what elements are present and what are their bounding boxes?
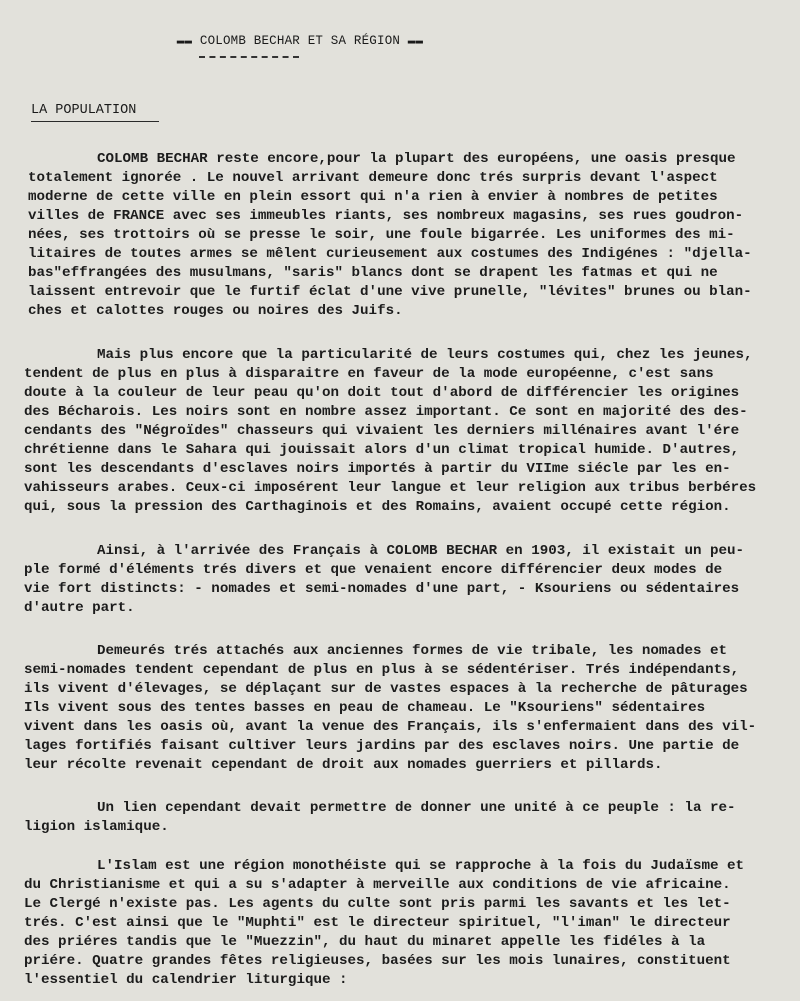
text-line: Ils vivent sous des tentes basses en peau de chameau. Le "Ksouriens" sédentaires [24, 700, 706, 716]
text-line: COLOMB BECHAR reste encore,pour la plupart des européens, une oasis presque [97, 151, 736, 167]
header-dash-left: ▬▬ [176, 34, 200, 48]
text-line: totalement ignorée . Le nouvel arrivant demeure donc trés surpris devant l'aspect [28, 170, 718, 186]
header-title [0, 34, 600, 48]
text-line: d'autre part. [24, 600, 135, 616]
text-line: vivent dans les oasis où, avant la venue des Français, ils s'enfermaient dans des vil- [24, 719, 757, 735]
text-line: vie fort distincts: - nomades et semi-nomades d'une part, - Ksouriens ou sédentaires [24, 581, 740, 597]
text-line: bas"effrangées des musulmans, "saris" blancs dont se drapent les fatmas et qui ne [28, 265, 718, 281]
text-line: villes de FRANCE avec ses immeubles riants, ses nombreux magasins, ses rues goudron- [28, 208, 744, 224]
text-line: du Christianisme et qui a su s'adapter à merveille aux conditions de vie africaine. [24, 877, 731, 893]
header-dash-right: ▬▬ [400, 34, 424, 48]
text-line: litaires de toutes armes se mêlent curieusement aux costumes des Indigénes : "djella- [28, 246, 752, 262]
text-line: sont les descendants d'esclaves noirs importés à partir du VIIme siécle par les en- [24, 461, 731, 477]
text-line: des priéres tandis que le "Muezzin", du haut du minaret appelle les fidéles à la [24, 934, 706, 950]
section-underline [31, 121, 159, 122]
text-line: Un lien cependant devait permettre de donner une unité à ce peuple : la re- [97, 800, 736, 816]
section-title: LA POPULATION [31, 103, 137, 118]
text-line: ple formé d'éléments trés divers et que venaient encore différencier deux modes de [24, 562, 723, 578]
text-line: Demeurés trés attachés aux anciennes formes de vie tribale, les nomades et [97, 643, 728, 659]
text-line: vahisseurs arabes. Ceux-ci imposérent leur langue et leur religion aux tribus berbéres [24, 480, 757, 496]
header-underline [199, 56, 299, 58]
text-line: cendants des "Négroïdes" chasseurs qui vivaient les derniers millénaires avant l'ére [24, 423, 740, 439]
header-title-text: COLOMB BECHAR ET SA RÉGION [199, 34, 401, 48]
text-line: des Bécharois. Les noirs sont en nombre assez important. Ce sont en majorité des des- [24, 404, 748, 420]
text-line: priére. Quatre grandes fêtes religieuses, basées sur les mois lunaires, constituent [24, 953, 731, 969]
text-line: Le Clergé n'existe pas. Les agents du culte sont pris parmi les savants et les let- [24, 896, 731, 912]
text-line: trés. C'est ainsi que le "Muphti" est le directeur spirituel, "l'iman" le directeur [24, 915, 731, 931]
text-line: ligion islamique. [24, 819, 169, 835]
text-line: ches et calottes rouges ou noires des Juifs. [28, 303, 403, 319]
text-line: tendent de plus en plus à disparaitre en faveur de la mode européenne, c'est sans [24, 366, 714, 382]
text-line: Ainsi, à l'arrivée des Français à COLOMB BECHAR en 1903, il existait un peu- [97, 543, 745, 559]
text-line: leur récolte revenait cependant de droit aux nomades guerriers et pillards. [24, 757, 663, 773]
text-line: nées, ses trottoirs où se presse le soir, une foule bigarrée. Les uniformes des mi- [28, 227, 735, 243]
text-line: L'Islam est une région monothéiste qui se rapproche à la fois du Judaïsme et [97, 858, 745, 874]
text-line: l'essentiel du calendrier liturgique : [24, 972, 348, 988]
text-line: Mais plus encore que la particularité de leurs costumes qui, chez les jeunes, [97, 347, 753, 363]
text-line: chrétienne dans le Sahara qui jouissait alors d'un climat tropical humide. D'autres, [24, 442, 740, 458]
text-line: semi-nomades tendent cependant de plus en plus à se sédentériser. Trés indépendants, [24, 662, 740, 678]
text-line: doute à la couleur de leur peau qu'on doit tout d'abord de différencier les origines [24, 385, 740, 401]
text-line: qui, sous la pression des Carthaginois et des Romains, avaient occupé cette région. [24, 499, 731, 515]
text-line: laissent entrevoir que le furtif éclat d'une vive prunelle, "lévites" brunes ou blan- [28, 284, 752, 300]
text-line: moderne de cette ville en plein essort qui n'a rien à envier à nombres de petites [28, 189, 718, 205]
text-line: ils vivent d'élevages, se déplaçant sur de vastes espaces à la recherche de pâturages [24, 681, 748, 697]
text-line: lages fortifiés faisant cultiver leurs jardins par des esclaves noirs. Une partie de [24, 738, 740, 754]
